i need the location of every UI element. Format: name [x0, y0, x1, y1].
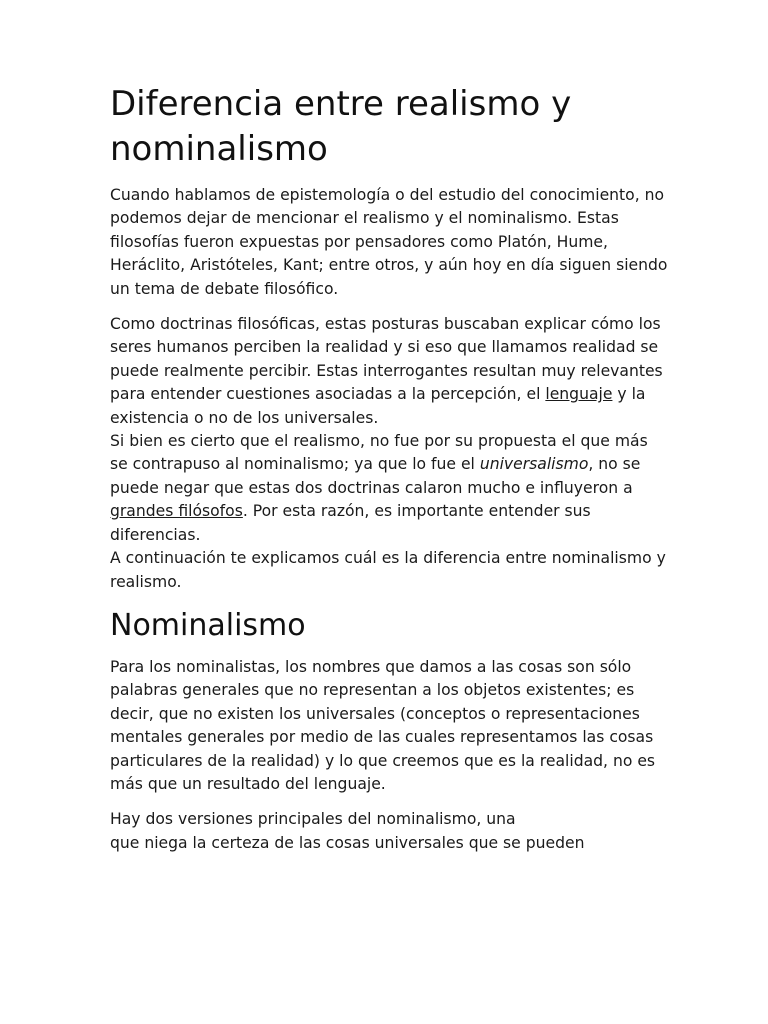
paragraph-text: y la existencia o no de los universales. [110, 385, 646, 427]
paragraph-text: , no se puede negar que estas dos doctrinas calaron mucho e influyeron a [110, 455, 641, 497]
nominalismo-paragraph: Para los nominalistas, los nombres que damos a las cosas son sólo palabras generales que no representan a los objetos existentes; es decir, que no existen los universales (conceptos o representaciones mentales generales por medio de las cuales representamos las cosas particulares de la realidad) y lo que creemos que es la realidad, no es más que un resultado del lenguaje. [110, 657, 656, 793]
paragraph-text: Como doctrinas filosóficas, estas posturas buscaban explicar cómo los seres humanos perciben la realidad y si eso que llamamos realidad se puede realmente percibir. Estas interrogantes resultan muy relevantes para entender cuestiones asociadas a la percepción, el [110, 315, 663, 404]
paragraph-line: Hay dos versiones principales del nominalismo, una [110, 810, 516, 829]
paragraph-continuation: A continuación te explicamos cuál es la diferencia entre nominalismo y realismo. [110, 549, 666, 591]
intro-paragraph: Cuando hablamos de epistemología o del estudio del conocimiento, no podemos dejar de mencionar el realismo y el nominalismo. Estas filosofías fueron expuestas por pensadores como Platón, Hume, Heráclito, Aristóteles, Kant; entre otros, y aún hoy en día siguen siendo un tema de debate filosófico. [110, 186, 668, 298]
document-page [110, 82, 670, 855]
article-title: Diferencia entre realismo y nominalismo [110, 84, 572, 169]
paragraph-text: . Por esta razón, es importante entender sus diferencias. [110, 502, 591, 544]
grandes-filosofos-link[interactable]: grandes filósofos [110, 502, 243, 521]
paragraph-doctrines [110, 313, 670, 430]
paragraph-realism [110, 430, 670, 547]
nominalismo-versions-paragraph [110, 808, 670, 855]
universalismo-term: universalismo [479, 455, 589, 474]
paragraph-line: que niega la certeza de las cosas universales que se pueden [110, 833, 585, 852]
paragraph-text: Si bien es cierto que el realismo, no fue por su propuesta el que más se contrapuso al nominalismo; ya que lo fue el [110, 432, 648, 474]
lenguaje-link[interactable]: lenguaje [545, 385, 613, 404]
section-heading-nominalismo: Nominalismo [110, 607, 306, 643]
